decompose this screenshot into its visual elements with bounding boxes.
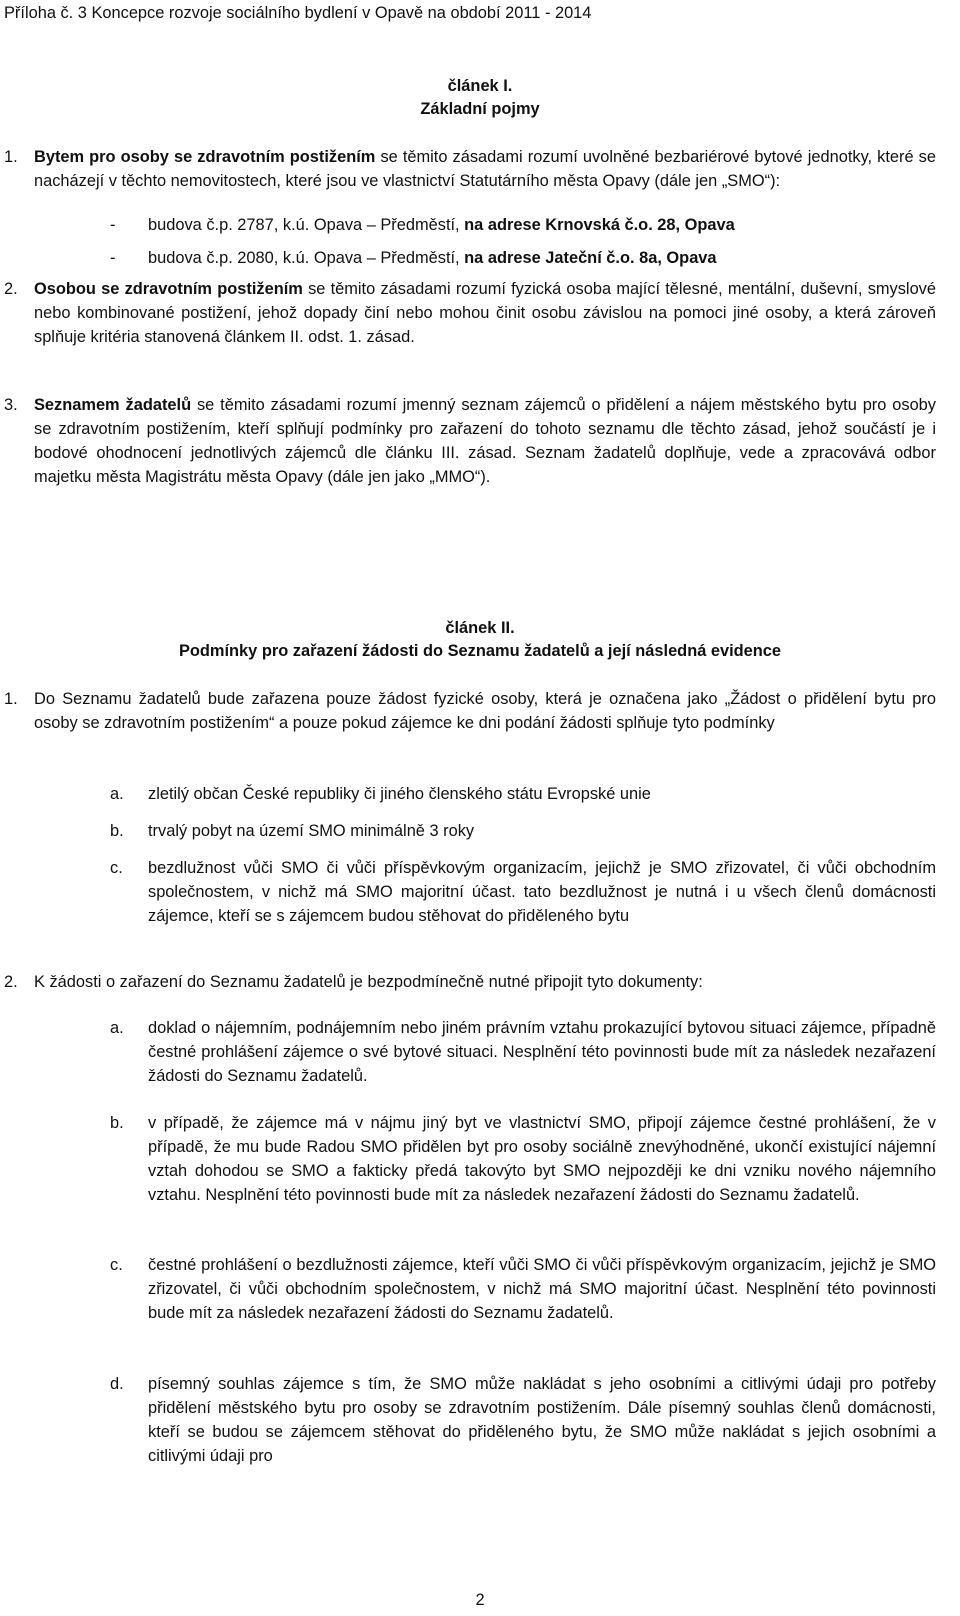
building-item-text xyxy=(148,213,735,237)
a2-p1-item-a: zletilý občan České republiky či jiného členského státu Evropské unie xyxy=(148,785,651,803)
building-plain: budova č.p. 2787, k.ú. Opava – Předměstí, xyxy=(148,216,465,234)
a2-p1-item-a-letter: a. xyxy=(110,785,124,803)
a1-p3-text: se těmito zásadami rozumí jmenný seznam zájemců o přidělení a nájem městského bytu pro osoby se zdravotním postižením, kteří splňují podmínky pro zařazení do tohoto seznamu dle těchto zásad, jehož součástí je i bodové ohodnocení jednotlivých zájemců dle článku III. zásad. Seznam žadatelů doplňuje, vede a zpracovává odbor majetku města Magistrátu města Opavy (dále jen jako „MMO“). xyxy=(34,396,936,486)
a2-p2-item-b: v případě, že zájemce má v nájmu jiný byt ve vlastnictví SMO, připojí zájemce čestné prohlášení, že v případě, že mu bude Radou SMO přidělen byt pro osoby sociálně znevýhodněné, ukončí existující nájemní vztah dohodou se SMO a fakticky předá takovýto byt SMO nejpozději ke dni vzniku nového nájemního vztahu. Nesplnění této povinnosti bude mít za následek nezařazení žádosti do Seznamu žadatelů. xyxy=(148,1114,936,1204)
a1-p2-number: 2. xyxy=(4,280,18,298)
a2-p2-item-a-letter: a. xyxy=(110,1019,124,1037)
a2-p2-paragraph: K žádosti o zařazení do Seznamu žadatelů je bezpodmínečně nutné připojit tyto dokumenty: xyxy=(34,973,703,991)
a2-p2-item-a: doklad o nájemním, podnájemním nebo jiném právním vztahu prokazující bytovou situaci zájemce, případně čestné prohlášení zájemce o své bytové situaci. Nesplnění této povinnosti bude mít za následek nezařazení žádosti do Seznamu žadatelů. xyxy=(148,1019,936,1085)
a2-p1-item-b-letter: b. xyxy=(110,822,124,840)
dash: - xyxy=(110,216,116,234)
a1-p1-number: 1. xyxy=(4,148,18,166)
building-plain: budova č.p. 2080, k.ú. Opava – Předměstí, xyxy=(148,249,465,267)
a2-p2-item-d-letter: d. xyxy=(110,1375,124,1393)
a1-p3-paragraph xyxy=(34,393,936,489)
page-header: Příloha č. 3 Koncepce rozvoje sociálního bydlení v Opavě na období 2011 - 2014 xyxy=(4,4,592,22)
a2-p2-item-c-letter: c. xyxy=(110,1256,123,1274)
building-item xyxy=(110,213,115,237)
a1-p3-term: Seznamem žadatelů xyxy=(34,396,192,414)
article-2-heading: článek II. xyxy=(445,619,515,637)
a2-p2-number: 2. xyxy=(4,973,18,991)
a1-p1-text: se těmito zásadami rozumí uvolněné bezbariérové bytové jednotky, které se nacházejí v těchto nemovitostech, které jsou ve vlastnictví Statutárního města Opavy (dále jen „SMO“): xyxy=(34,148,936,190)
article-1-heading: článek I. xyxy=(447,77,513,95)
building-item-text xyxy=(148,246,717,270)
a2-p2-item-b-letter: b. xyxy=(110,1114,124,1132)
building-address: na adrese Jateční č.o. 8a, Opava xyxy=(464,249,717,267)
page-number: 2 xyxy=(475,1591,485,1609)
a2-p1-item-c-letter: c. xyxy=(110,859,123,877)
a1-p1-paragraph xyxy=(34,145,936,193)
a1-p1-term: Bytem pro osoby se zdravotním postižením xyxy=(34,148,376,166)
a2-p2-item-c: čestné prohlášení o bezdlužnosti zájemce, kteří vůči SMO či vůči příspěvkovým organizacím, jejichž je SMO zřizovatel, či vůči obchodním společnostem, v nichž má SMO majoritní účast. Nesplnění této povinnosti bude mít za následek nezařazení žádosti do Seznamu žadatelů. xyxy=(148,1256,936,1322)
article-2-title: Podmínky pro zařazení žádosti do Seznamu žadatelů a její následná evidence xyxy=(178,642,782,660)
a1-p3-number: 3. xyxy=(4,396,18,414)
a2-p2-item-d: písemný souhlas zájemce s tím, že SMO může nakládat s jeho osobními a citlivými údaji pro potřeby přidělení městského bytu pro osoby se zdravotním postižením. Dále písemný souhlas členů domácnosti, kteří se budou se zájemcem stěhovat do přiděleného bytu, že SMO může nakládat s jejich osobními a citlivými údaji pro xyxy=(148,1375,936,1465)
a1-p2-text: se těmito zásadami rozumí fyzická osoba mající tělesné, mentální, duševní, smyslové nebo kombinované postižení, jehož dopady činí nebo mohou činit osobu závislou na pomoci jiné osoby, a která zároveň splňuje kritéria stanovená článkem II. odst. 1. zásad. xyxy=(34,280,936,346)
dash: - xyxy=(110,249,116,267)
a2-p1-item-c: bezdlužnost vůči SMO či vůči příspěvkovým organizacím, jejichž je SMO zřizovatel, či vůči obchodním společnostem, v nichž má SMO majoritní účast. tato bezdlužnost je nutná i u všech členů domácnosti zájemce, kteří se s zájemcem budou stěhovat do přiděleného bytu xyxy=(148,859,936,925)
a2-p1-number: 1. xyxy=(4,690,18,708)
a2-p1-item-b: trvalý pobyt na území SMO minimálně 3 roky xyxy=(148,822,475,840)
a1-p2-term: Osobou se zdravotním postižením xyxy=(34,280,303,298)
a2-p1-paragraph: Do Seznamu žadatelů bude zařazena pouze žádost fyzické osoby, která je označena jako „Žádost o přidělení bytu pro osoby se zdravotním postižením“ a pouze pokud zájemce ke dni podání žádosti splňuje tyto podmínky xyxy=(34,690,936,732)
a1-p2-paragraph xyxy=(34,277,936,349)
article-1-title: Základní pojmy xyxy=(420,100,540,118)
building-item xyxy=(110,246,115,270)
building-address: na adrese Krnovská č.o. 28, Opava xyxy=(464,216,735,234)
